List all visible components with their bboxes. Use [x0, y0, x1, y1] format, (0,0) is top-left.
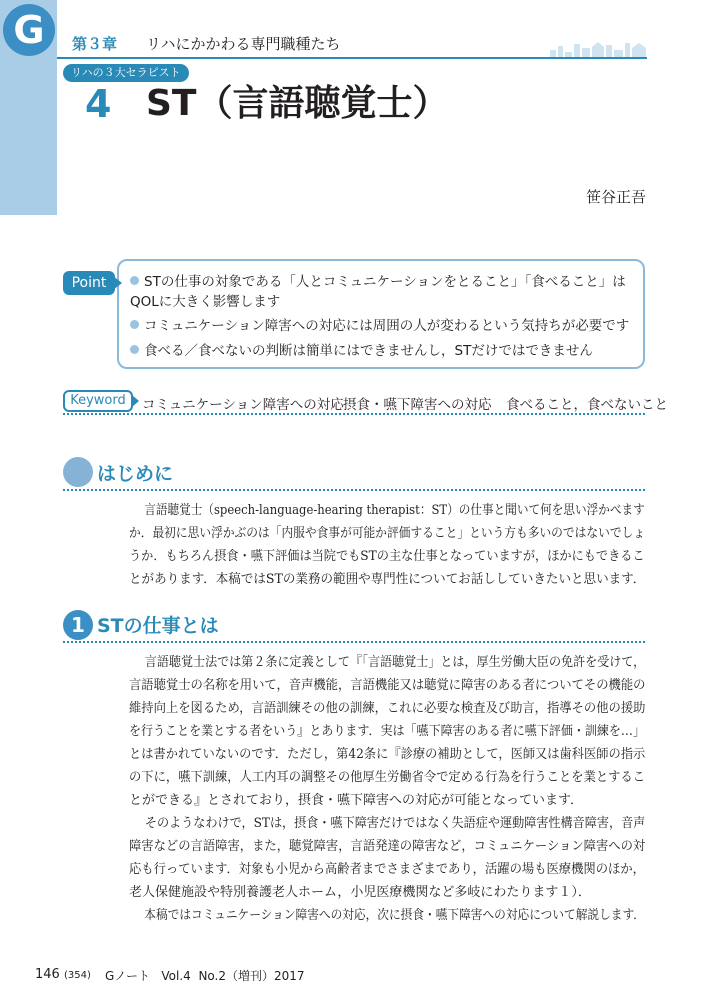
page-number-sub: (354) [63, 970, 91, 981]
point-badge: Point [63, 271, 115, 295]
text-line: 言語聴覚士（speech-language-hearing therapist：ST）の仕事と聞いて何を思い浮かべます [144, 503, 645, 518]
chapter-title: リハにかかわる専門職種たち [146, 35, 341, 53]
text-line: とは書かれていないのです．ただし，第42条に『診療の補助として，医師又は歯科医師の指示 [129, 747, 646, 762]
text-line: 応も行っています．対象も小児から高齢者までさまざまであり，活躍の場も医療機関のほか， [129, 862, 645, 877]
text-line: 維持向上を図るため，言語訓練その他の訓練，これに必要な検査及び助言，指導その他の援助 [129, 701, 646, 716]
journal-volume: Vol.4 [161, 969, 191, 983]
bullet-icon [130, 320, 139, 329]
journal-issue: No.2（増刊）2017 [198, 969, 305, 983]
bullet-icon [130, 276, 139, 285]
section1-number-circle: 1 [63, 610, 93, 640]
keyword-item: 食べること，食べないこと [506, 397, 668, 413]
text-line: 言語聴覚士の名称を用いて，音声機能，言語機能又は聴覚に障害のある者についてその機能の [129, 678, 646, 693]
intro-heading: はじめに [97, 463, 174, 485]
author-name: 笹谷正吾 [585, 188, 646, 206]
text-line: か．最初に思い浮かぶのは「内服や食事が可能か評価すること」という方も多いのではないでしょ [129, 526, 646, 541]
point-item: コミュニケーション障害への対応には周囲の人が変わるという気持ちが必要です [130, 316, 629, 336]
point-item: 食べる／食べないの判断は簡単にはできませんし，STだけではできません [130, 341, 593, 361]
text-line: うか．もちろん摂食・嚥下評価は当院でもSTの主な仕事となっていますが，ほかにもできるこ [129, 549, 645, 564]
g-logo-icon: G [3, 4, 55, 56]
text-line: とがあります．本稿ではSTの業務の範囲や専門性についてお話ししていきたいと思います． [129, 572, 646, 587]
city-skyline-icon [548, 38, 648, 58]
journal-info [105, 967, 305, 984]
header-rule [57, 57, 647, 59]
page-title: ST（言語聴覚士） [146, 83, 449, 124]
point-arrow-icon [113, 276, 122, 290]
keyword-item: 摂食・嚥下障害への対応 [343, 397, 492, 413]
section-number: 4 [85, 82, 112, 126]
text-line: 言語聴覚士法では第２条に定義として『「言語聴覚士」とは，厚生労働大臣の免許を受けて， [144, 655, 646, 670]
intro-paragraph [129, 499, 706, 591]
point-item: STの仕事の対象である「人とコミュニケーションをとること」「食べること」はQOLに大きく影響します [130, 274, 626, 310]
intro-heading-rule [63, 489, 645, 491]
keyword-item: コミュニケーション障害への対応 [142, 397, 344, 413]
keyword-arrow-icon [132, 395, 139, 407]
bullet-icon [130, 345, 139, 354]
text-line: 老人保健施設や特別養護老人ホーム，小児医療機関など多岐にわたります１）． [129, 885, 591, 900]
intro-heading-circle-icon [63, 457, 93, 487]
subtitle-badge: リハの３大セラピスト [63, 64, 189, 82]
text-line: を行うことを業とする者をいう』とあります．実は「嚥下障害のある者に嚥下評価・訓練を…」 [129, 724, 645, 739]
text-line: そのようなわけで，STは，摂食・嚥下障害だけではなく失語症や運動障害性構音障害，音声 [144, 816, 646, 831]
keyword-badge: Keyword [63, 390, 133, 412]
text-line: とができる』とされており，摂食・嚥下障害への対応が可能となっています． [129, 793, 583, 808]
text-line: 本稿ではコミュニケーション障害への対応，次に摂食・嚥下障害への対応について解説します． [144, 908, 645, 923]
text-line: の下に，嚥下訓練，人工内耳の調整その他厚生労働省令で定める行為を行うことを業とするこ [129, 770, 646, 785]
journal-name: Gノート [105, 969, 150, 983]
text-line: 障害などの言語障害，また，聴覚障害，言語発達の障害など，コミュニケーション障害への対 [129, 839, 646, 854]
section1-paragraph [129, 651, 703, 927]
chapter-label: 第３章 [72, 35, 118, 53]
section1-heading: STの仕事とは [97, 615, 219, 637]
page-number: 146 (354) [35, 967, 91, 982]
section1-heading-rule [63, 641, 645, 643]
keyword-rule [63, 413, 645, 415]
